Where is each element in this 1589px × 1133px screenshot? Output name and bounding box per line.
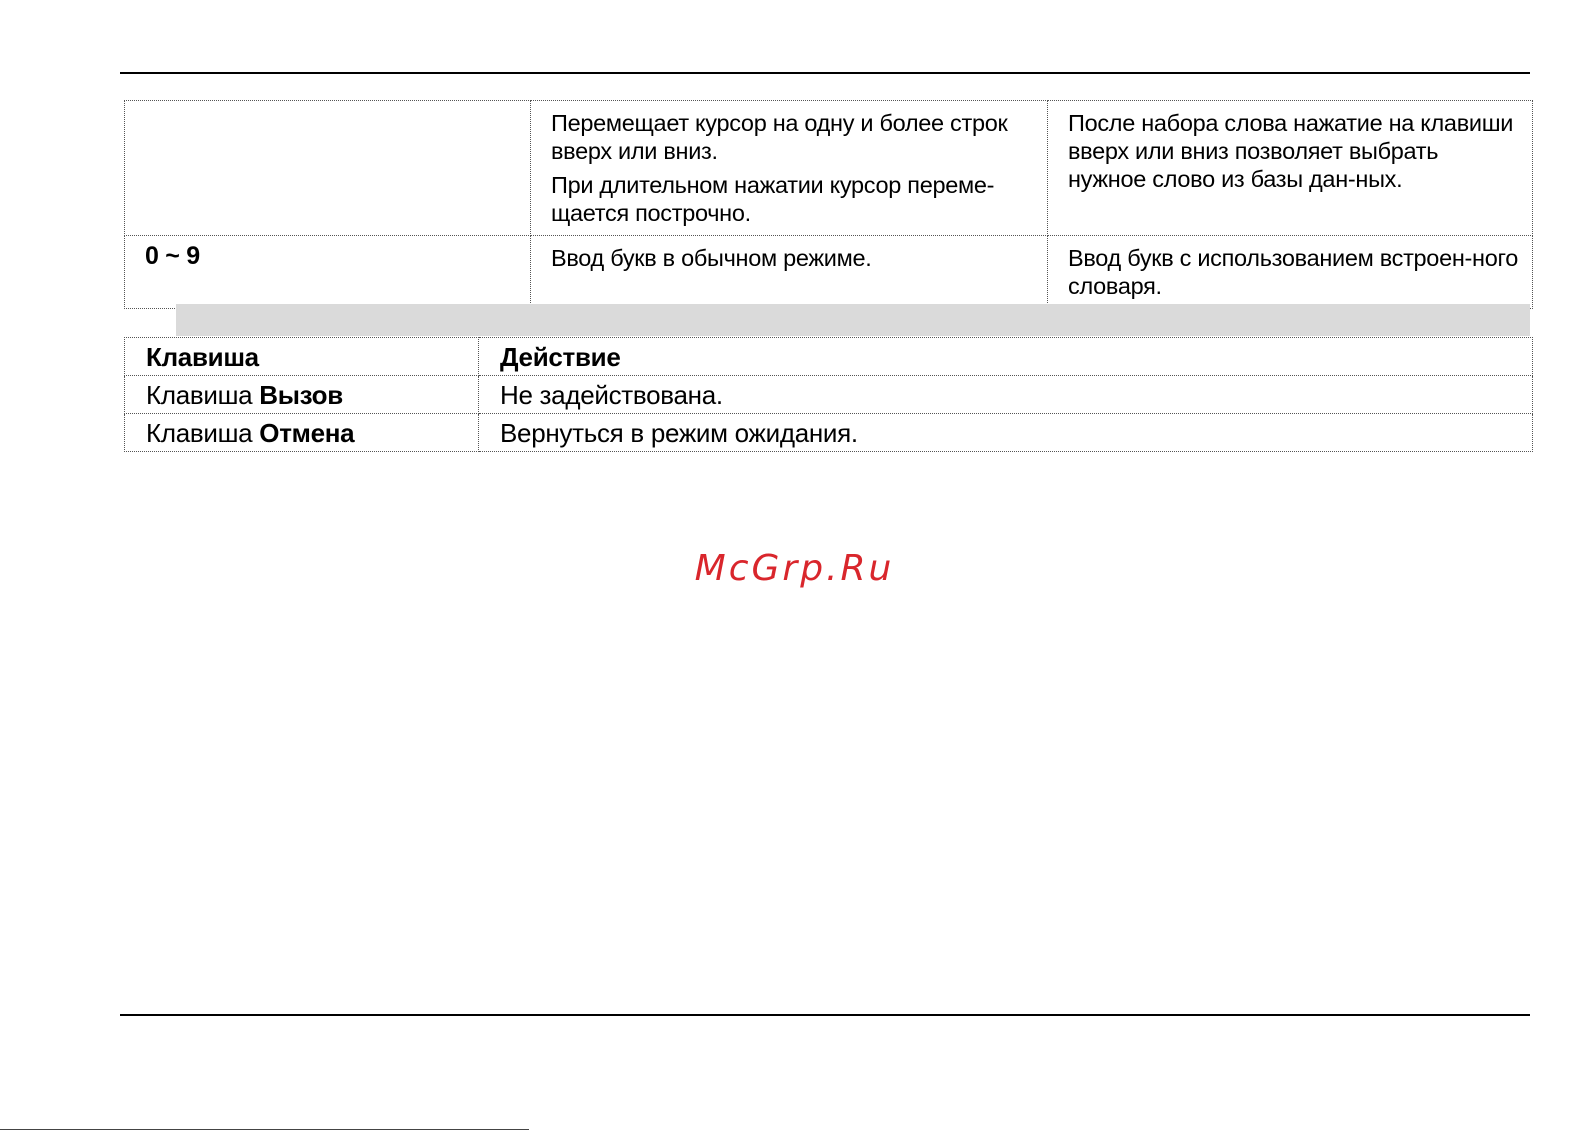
cell-paragraph: Ввод букв в обычном режиме. [551,245,872,271]
watermark: McGrp.Ru [694,548,895,589]
table-row [125,101,1533,236]
key-cell [125,101,531,236]
normal-mode-cell [531,236,1048,309]
key-prefix: Клавиша [146,418,253,448]
key-cell [125,376,479,414]
cell-paragraph: При длительном нажатии курсор переме-щается построчно. [551,172,995,226]
dictionary-mode-cell [1048,236,1533,309]
table-header-row [125,338,1533,376]
header-rule [120,72,1530,74]
table-row [125,414,1533,452]
input-mode-keys-table [124,100,1533,309]
column-header-key: Клавиша [125,338,479,376]
action-cell: Вернуться в режим ожидания. [479,414,1533,452]
key-cell [125,414,479,452]
action-cell: Не задействована. [479,376,1533,414]
table-row [125,236,1533,309]
cell-paragraph: Перемещает курсор на одну и более строк вверх или вниз. [551,110,1008,164]
column-header-action: Действие [479,338,1533,376]
page-edge-line [0,1129,529,1130]
footer-rule [120,1014,1530,1016]
key-prefix: Клавиша [146,380,253,410]
table-row [125,376,1533,414]
cell-paragraph: Ввод букв с использованием встроен-ного словаря. [1068,245,1519,299]
dictionary-mode-cell [1048,101,1533,236]
normal-mode-cell [531,101,1048,236]
cell-paragraph: После набора слова нажатие на клавиши вверх или вниз позволяет выбрать нужное слово из базы дан-ных. [1068,110,1514,192]
key-name: Отмена [259,418,355,448]
section-bar [176,304,1530,336]
key-cell: 0 ~ 9 [125,236,531,309]
key-actions-table [124,337,1533,452]
key-name: Вызов [259,380,343,410]
